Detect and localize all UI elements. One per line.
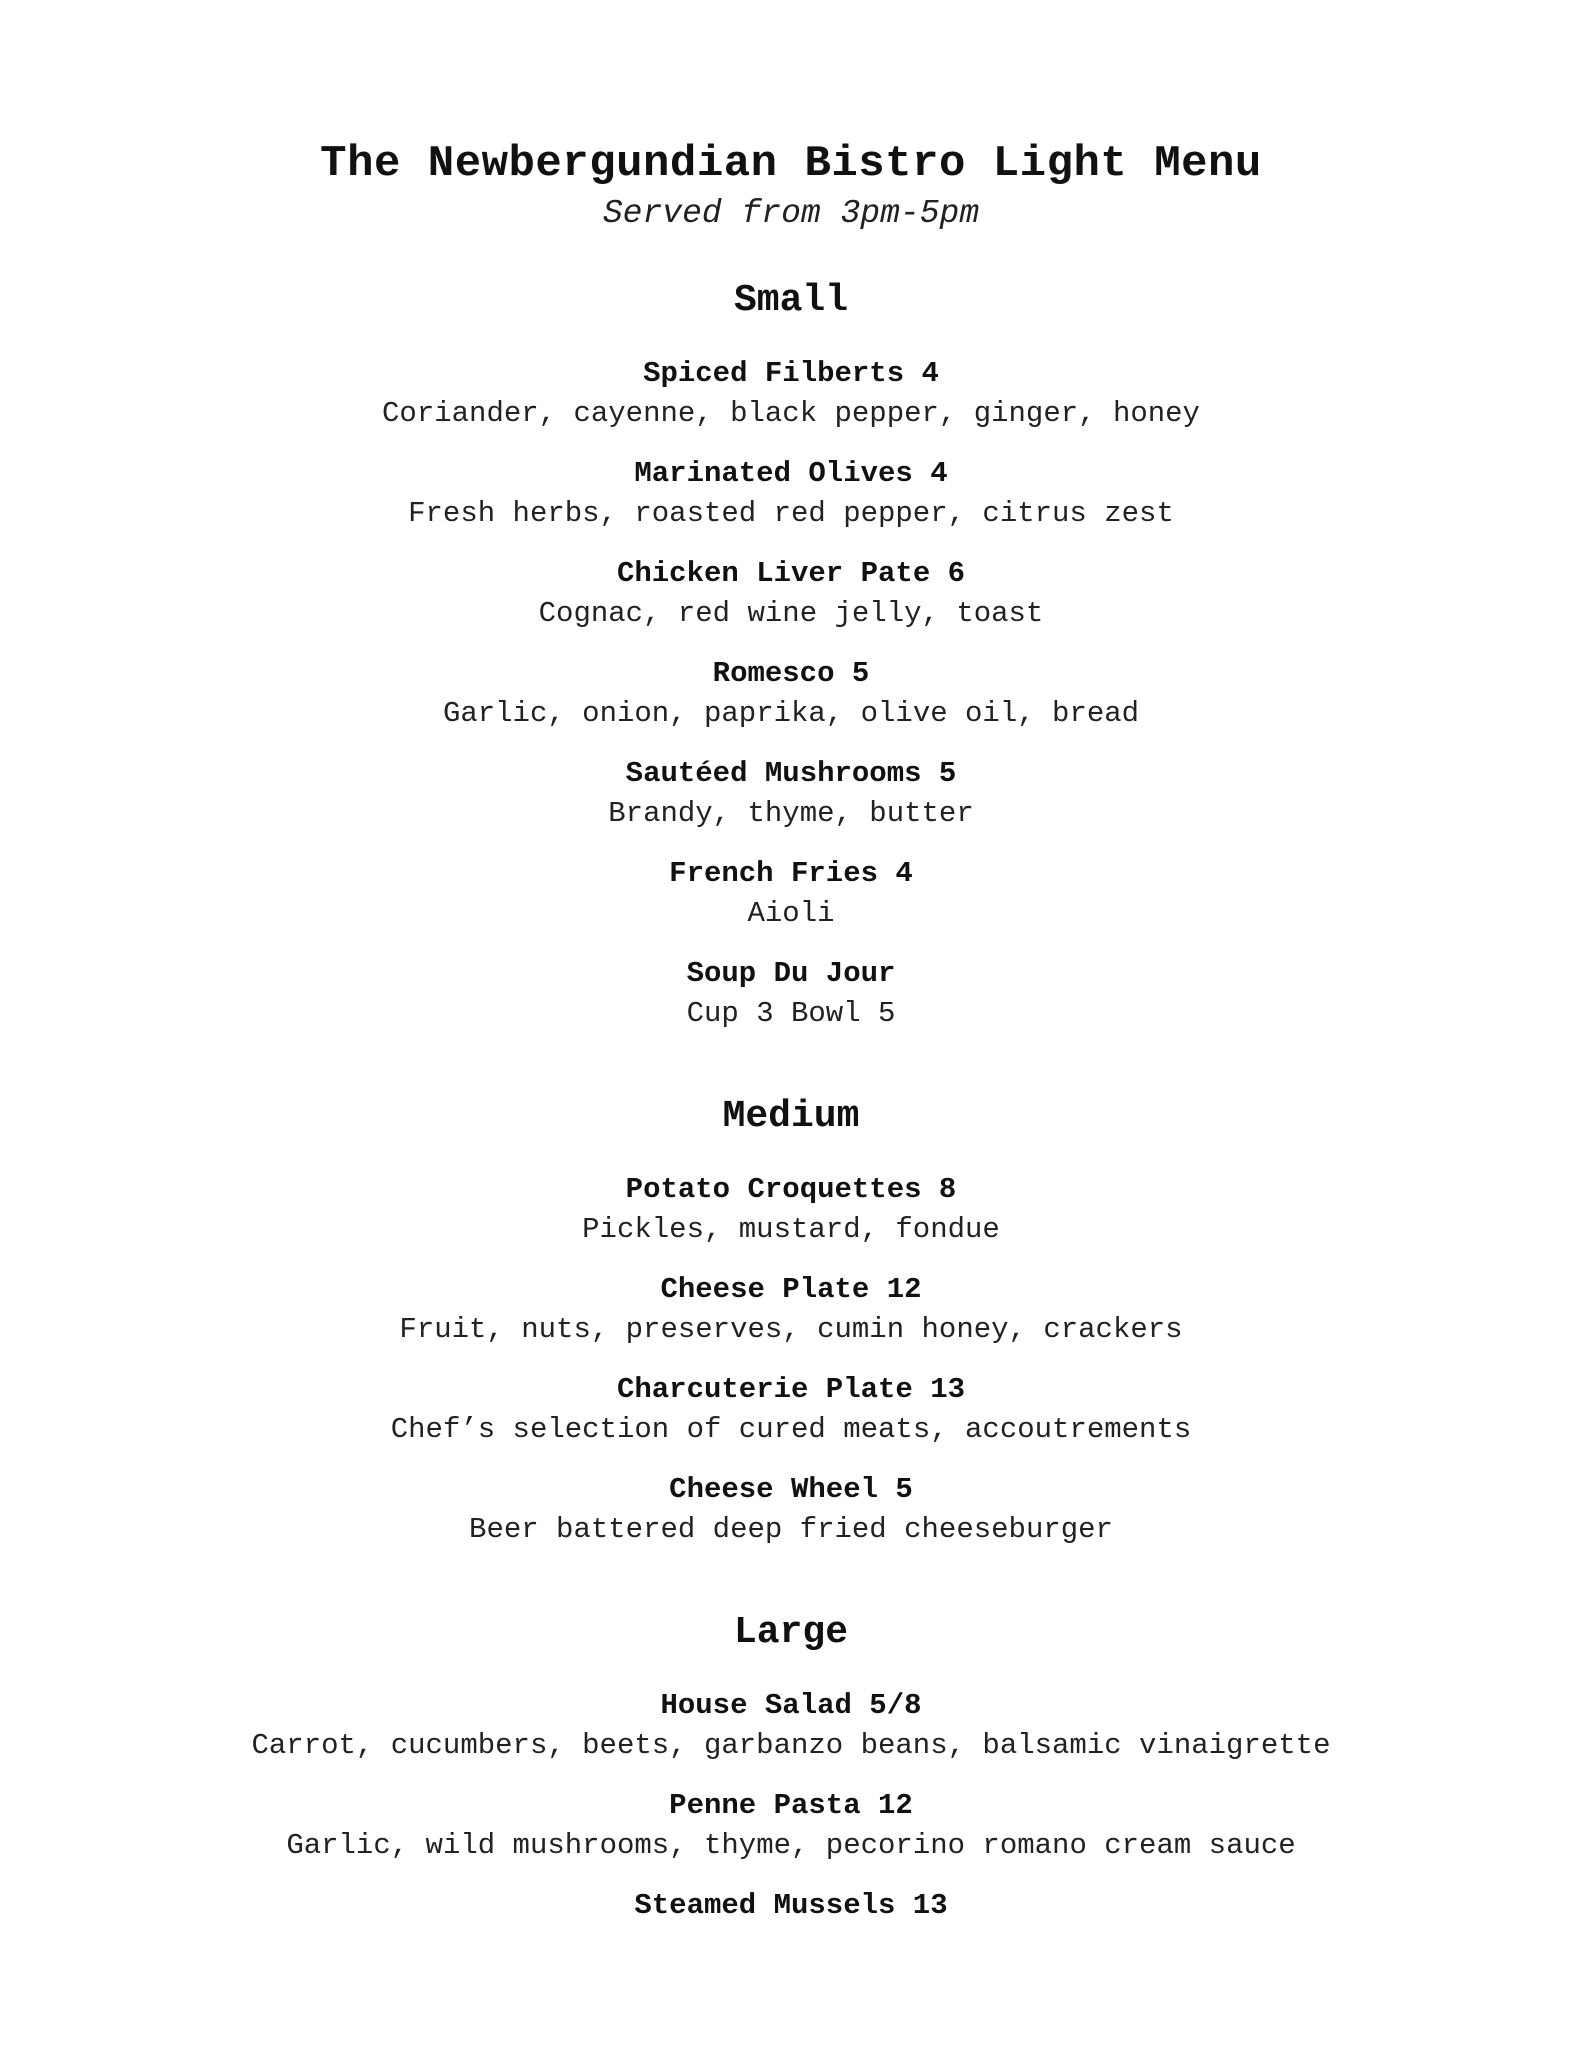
item-description: Fruit, nuts, preserves, cumin honey, crackers bbox=[399, 1313, 1183, 1346]
item-description: Carrot, cucumbers, beets, garbanzo beans, balsamic vinaigrette bbox=[251, 1729, 1331, 1762]
subtitle-wrap bbox=[0, 192, 1582, 236]
item-name: Cheese Wheel 5 bbox=[669, 1473, 913, 1506]
menu-item bbox=[0, 654, 1582, 734]
menu-item bbox=[0, 854, 1582, 934]
item-name: Steamed Mussels 13 bbox=[634, 1889, 948, 1922]
menu-subtitle: Served from 3pm-5pm bbox=[602, 195, 980, 232]
section-title-small: Small bbox=[733, 279, 849, 322]
item-name: House Salad 5/8 bbox=[660, 1689, 922, 1722]
menu-item bbox=[0, 1170, 1582, 1250]
item-name: Charcuterie Plate 13 bbox=[616, 1373, 966, 1406]
item-description: Fresh herbs, roasted red pepper, citrus zest bbox=[408, 497, 1174, 530]
item-description: Coriander, cayenne, black pepper, ginger, honey bbox=[382, 397, 1200, 430]
menu-item bbox=[0, 1686, 1582, 1766]
item-name: Spiced Filberts 4 bbox=[643, 357, 939, 390]
item-name: Sautéed Mushrooms 5 bbox=[625, 757, 957, 790]
item-description: Chef’s selection of cured meats, accoutrements bbox=[390, 1413, 1192, 1446]
item-name: Chicken Liver Pate 6 bbox=[616, 557, 966, 590]
menu-item bbox=[0, 954, 1582, 1034]
section-title-medium: Medium bbox=[722, 1095, 860, 1138]
section-title-large: Large bbox=[733, 1611, 849, 1654]
item-description: Brandy, thyme, butter bbox=[608, 797, 974, 830]
section-large bbox=[0, 1608, 1582, 1926]
section-medium bbox=[0, 1092, 1582, 1550]
item-name: Penne Pasta 12 bbox=[669, 1789, 913, 1822]
menu-title: The Newbergundian Bistro Light Menu bbox=[320, 139, 1262, 189]
menu-item bbox=[0, 1886, 1582, 1926]
menu-item bbox=[0, 554, 1582, 634]
menu-item bbox=[0, 454, 1582, 534]
item-name: Potato Croquettes 8 bbox=[625, 1173, 957, 1206]
item-description: Beer battered deep fried cheeseburger bbox=[469, 1513, 1113, 1546]
item-name: French Fries 4 bbox=[669, 857, 913, 890]
item-description: Pickles, mustard, fondue bbox=[582, 1213, 1000, 1246]
menu-item bbox=[0, 1370, 1582, 1450]
item-description: Aioli bbox=[747, 897, 835, 930]
item-description: Garlic, onion, paprika, olive oil, bread bbox=[442, 697, 1140, 730]
section-header bbox=[0, 1608, 1582, 1658]
section-small bbox=[0, 276, 1582, 1034]
section-header bbox=[0, 1092, 1582, 1142]
item-name: Cheese Plate 12 bbox=[660, 1273, 922, 1306]
menu-item bbox=[0, 1270, 1582, 1350]
menu-item bbox=[0, 754, 1582, 834]
item-description: Garlic, wild mushrooms, thyme, pecorino romano cream sauce bbox=[286, 1829, 1296, 1862]
section-header bbox=[0, 276, 1582, 326]
menu-item bbox=[0, 1470, 1582, 1550]
item-name: Marinated Olives 4 bbox=[634, 457, 948, 490]
item-description: Cup 3 Bowl 5 bbox=[686, 997, 896, 1030]
menu-item bbox=[0, 1786, 1582, 1866]
item-name: Romesco 5 bbox=[712, 657, 870, 690]
item-description: Cognac, red wine jelly, toast bbox=[538, 597, 1044, 630]
item-name: Soup Du Jour bbox=[686, 957, 896, 990]
menu-item bbox=[0, 354, 1582, 434]
